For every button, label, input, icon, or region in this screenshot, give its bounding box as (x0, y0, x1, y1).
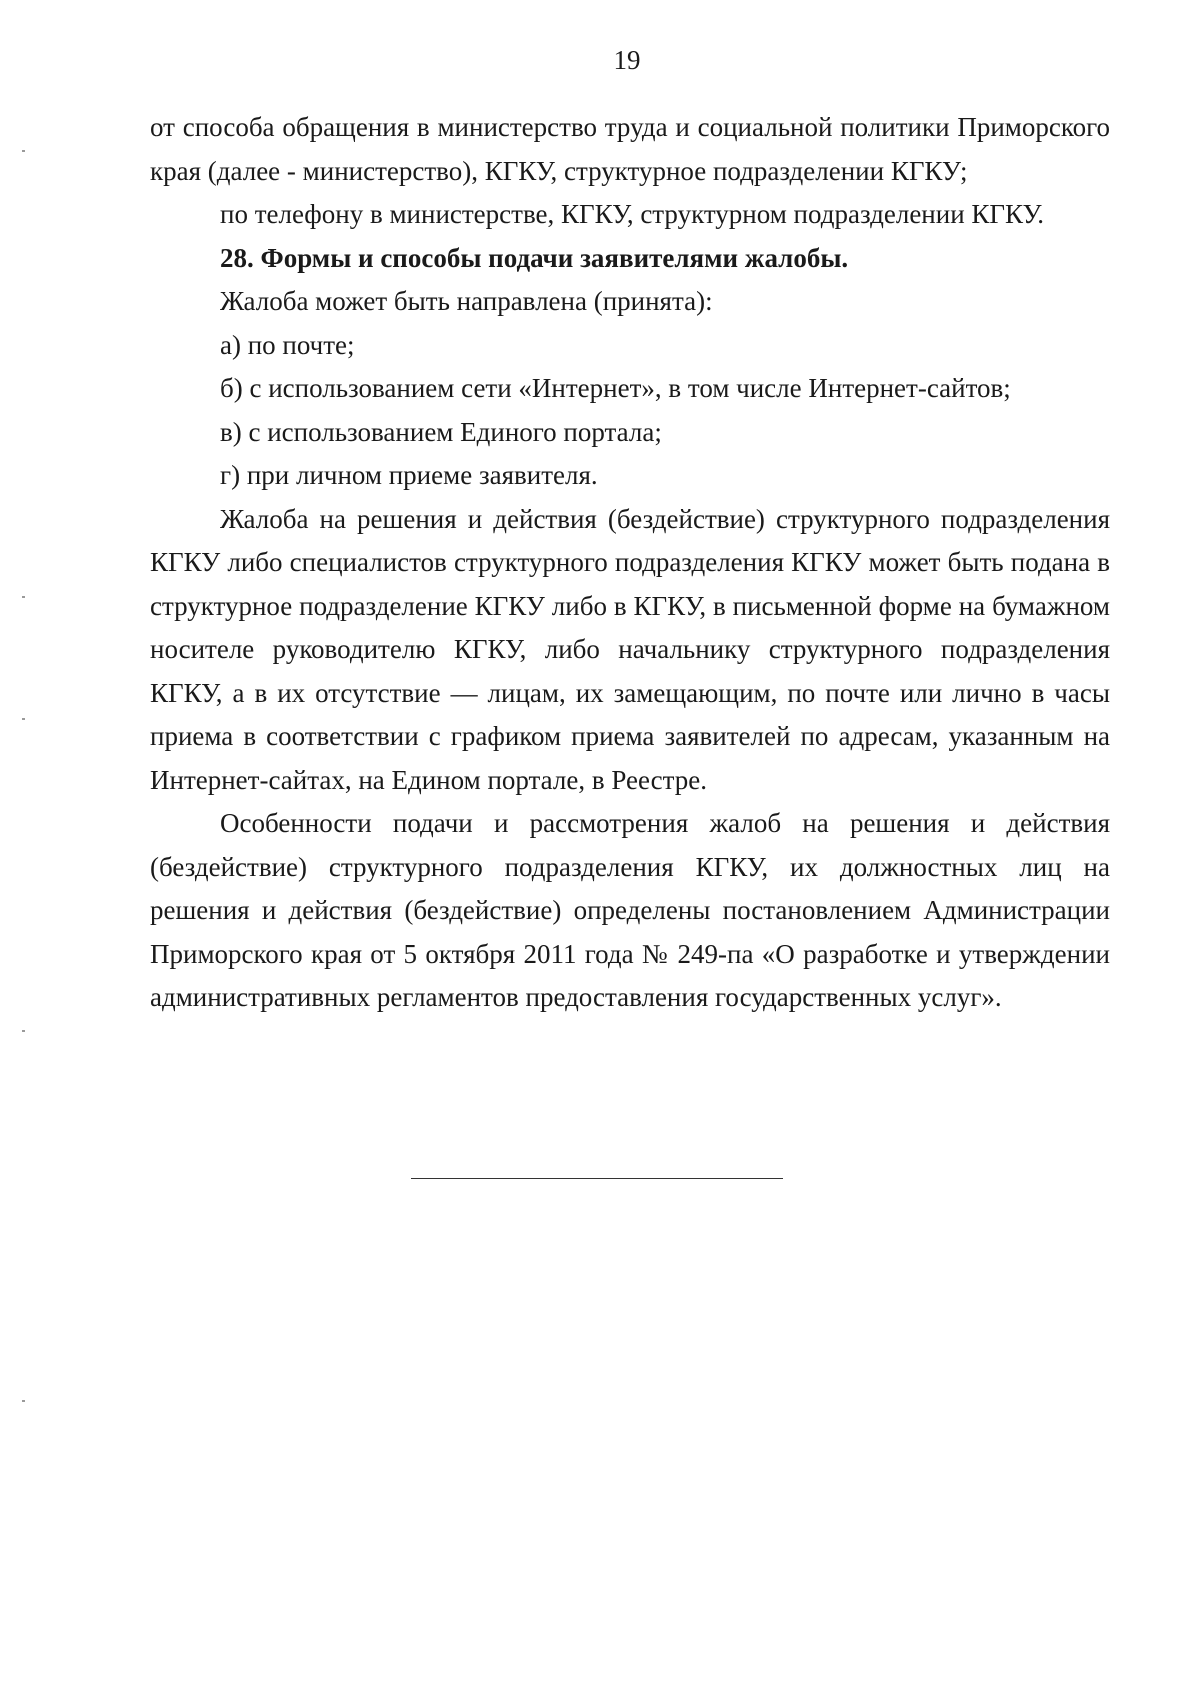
paragraph-phone: по телефону в министерстве, КГКУ, структурном подразделении КГКУ. (220, 199, 1044, 229)
list-item: г) при личном приеме заявителя. (220, 460, 598, 490)
paragraph-intro: от способа обращения в министерство труда и социальной политики Приморского края (далее - министерство), КГКУ, структурное подразделении КГКУ; (150, 112, 1110, 186)
list-item: в) с использованием Единого портала; (220, 416, 662, 447)
document-body (150, 106, 1110, 1020)
section-heading-28: 28. Формы и способы подачи заявителями жалобы. (220, 242, 849, 273)
paragraph-complaint: Жалоба на решения и действия (бездействие) структурного подразделения КГКУ либо специалистов структурного подразделения КГКУ может быть подана в структурное подразделение КГКУ либо в КГКУ, в письменной форме на бумажном носителе руководителю КГКУ, либо начальнику структурного подразделения КГКУ, а в их отсутствие — лицам, их замещающим, по почте или лично в часы приема в соответствии с графиком приема заявителей по адресам, указанным на Интернет-сайтах, на Едином портале, в Реестре. (150, 503, 1110, 795)
scan-margin-mark (22, 1030, 25, 1032)
end-divider (411, 1178, 783, 1179)
scan-margin-mark (22, 1400, 25, 1402)
scan-margin-mark (22, 718, 25, 720)
scan-margin-mark (22, 150, 25, 152)
complaint-intro: Жалоба может быть направлена (принята): (220, 286, 713, 316)
page-number: 19 (613, 45, 641, 75)
paragraph-features: Особенности подачи и рассмотрения жалоб на решения и действия (бездействие) структурного подразделения КГКУ, их должностных лиц на решения и действия (бездействие) определены постановлением Администрации Приморского края от 5 октября 2011 года № 249-па «О разработке и утверждении административных регламентов предоставления государственных услуг». (150, 808, 1110, 1012)
scan-margin-mark (22, 596, 25, 598)
list-item: б) с использованием сети «Интернет», в том числе Интернет-сайтов; (220, 373, 1011, 403)
list-item: а) по почте; (220, 329, 355, 360)
